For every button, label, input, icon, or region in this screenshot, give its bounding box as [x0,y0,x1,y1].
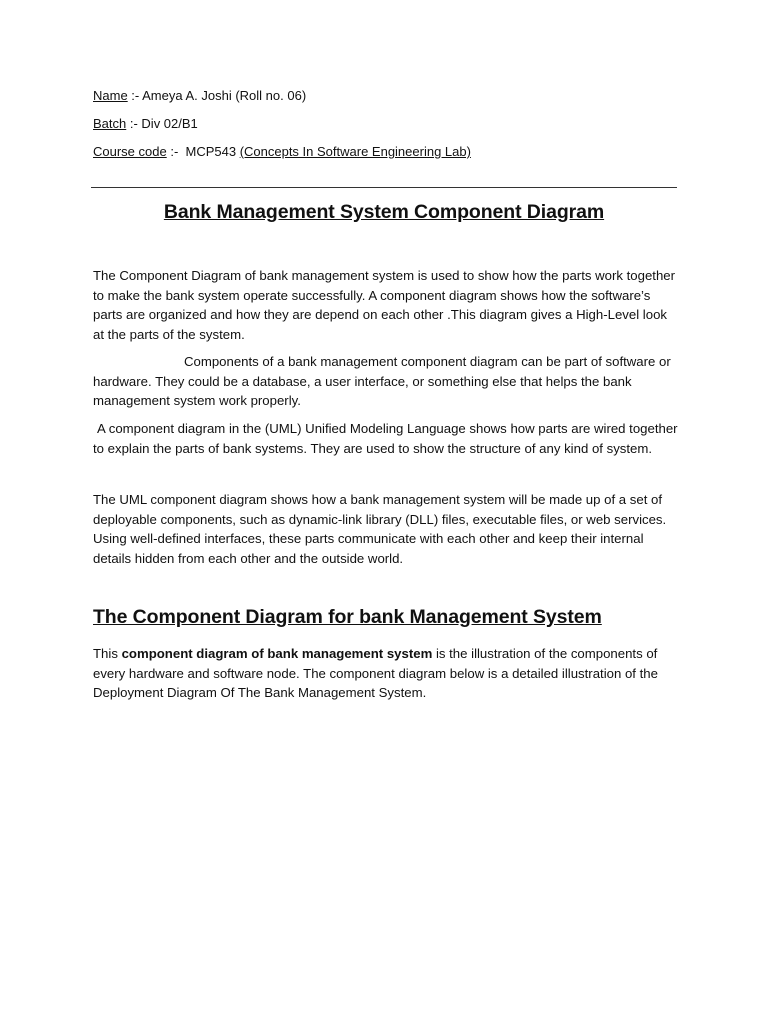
course-line [93,144,471,160]
course-name: (Concepts In Software Engineering Lab) [239,144,471,159]
final-prefix: This [93,646,122,661]
section-heading: The Component Diagram for bank Management System [93,606,602,628]
name-value: :- Ameya A. Joshi (Roll no. 06) [127,88,307,103]
page-title: Bank Management System Component Diagram [163,201,605,223]
paragraph-uml: A component diagram in the (UML) Unified Modeling Language shows how parts are wired together to explain the parts of bank systems. They are used to show the structure of any kind of system. [93,421,678,456]
batch-label: Batch [93,116,127,131]
horizontal-rule [91,187,677,188]
batch-value: :- Div 02/B1 [126,116,198,131]
paragraph-final [93,644,678,703]
name-line [93,88,306,104]
paragraph-intro: The Component Diagram of bank management system is used to show how the parts work together to make the bank system operate successfully. A component diagram shows how the software’s parts are organized and how they are depend on each other .This diagram gives a High-Level look at the parts of the system. [93,268,676,342]
final-bold: component diagram of bank management system [121,646,433,661]
batch-line [93,116,198,132]
paragraph-deployable: The UML component diagram shows how a bank management system will be made up of a set of deployable components, such as dynamic-link library (DLL) files, executable files, or web services. Using well-defined interfaces, these parts communicate with each other and keep their internal details hidden from each other and the outside world. [93,492,667,566]
paragraph-components: Components of a bank management component diagram can be part of software or hardware. They could be a database, a user interface, or something else that helps the bank management system work properly. [93,354,671,408]
name-label: Name [93,88,128,103]
final-suffix: is the illustration of the components of every hardware and software node. The component diagram below is a detailed illustration of the Deployment Diagram Of The Bank Management System. [93,646,658,700]
course-label: Course code [93,144,167,159]
course-code: :- MCP543 [166,144,240,159]
